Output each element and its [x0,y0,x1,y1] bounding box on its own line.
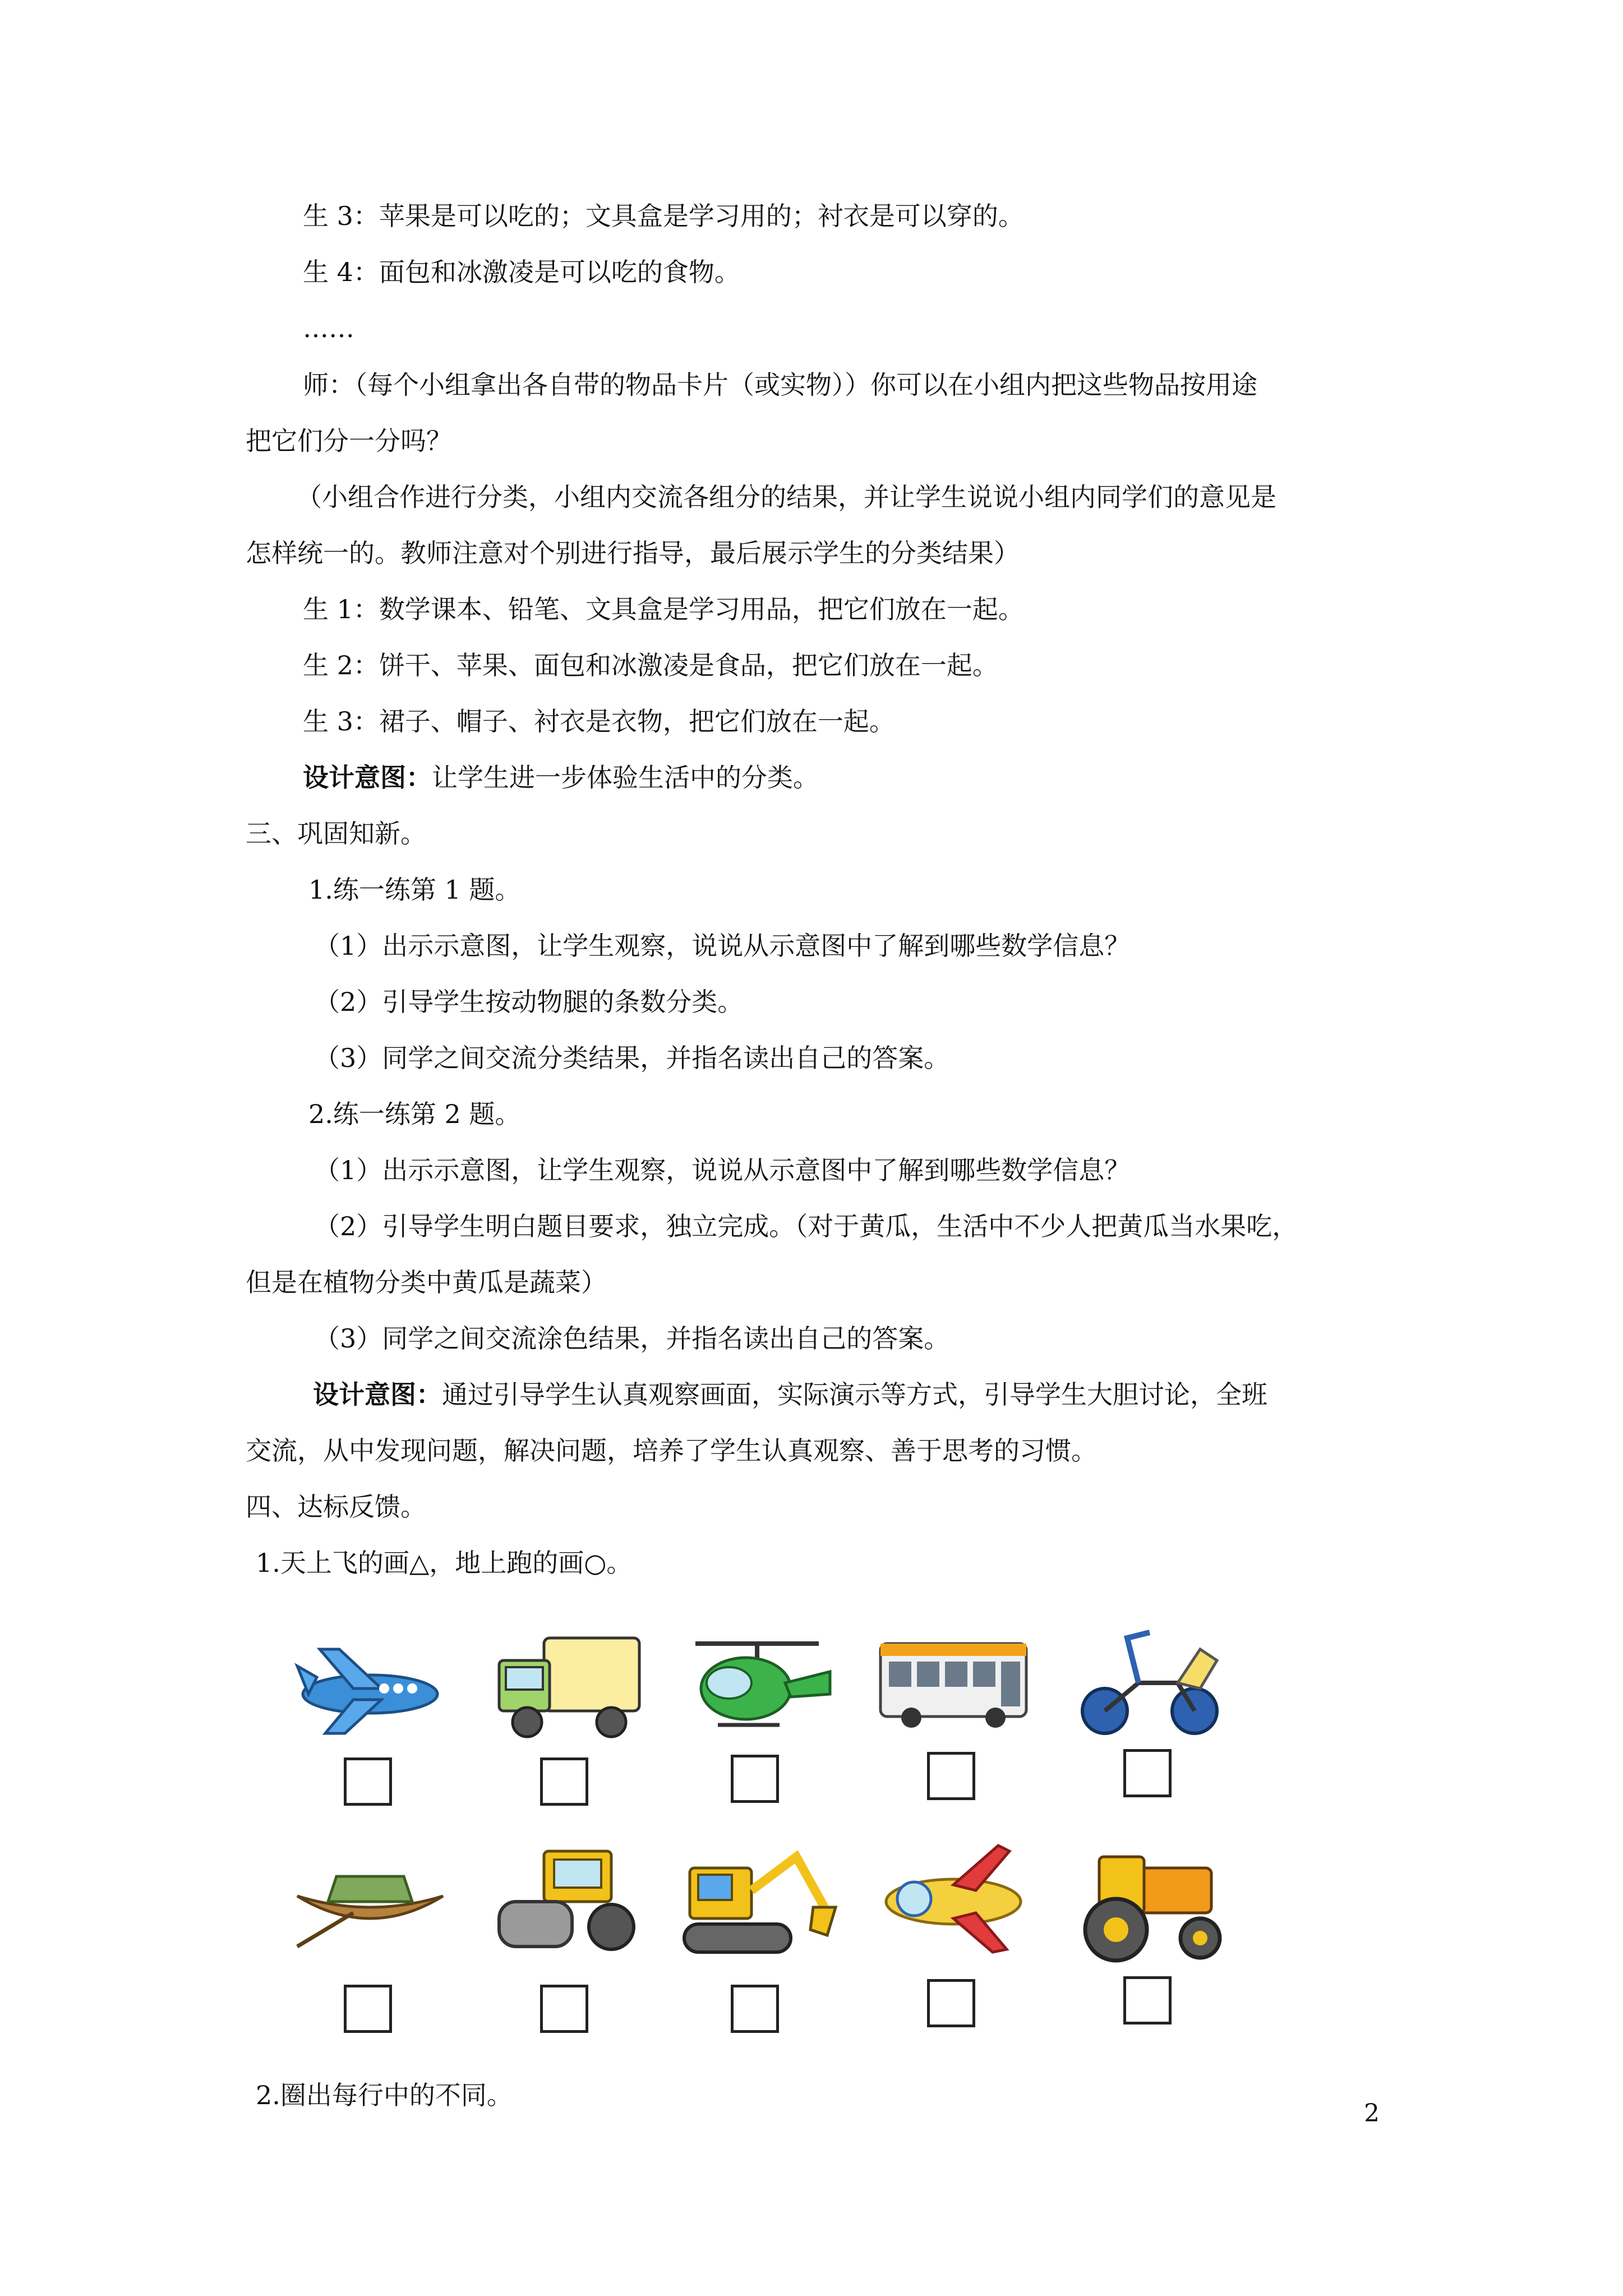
design-intent-line [313,1378,1267,1411]
design-intent-text: 让学生进一步体验生活中的分类。 [432,762,819,793]
exercise-instruction: 1.天上飞的画△，地上跑的画○。 [256,1548,633,1578]
tractor-cell [1066,1834,1234,2036]
boat-icon [286,1834,454,1969]
text-line: 生 3：苹果是可以吃的；文具盒是学习用的；衬衣是可以穿的。 [303,201,1024,231]
text-line: （2）引导学生按动物腿的条数分类。 [314,987,744,1017]
text-line: 怎样统一的。教师注意对个别进行指导，最后展示学生的分类结果） [246,538,1020,568]
answer-box[interactable] [344,1757,392,1806]
design-intent-label: 设计意图： [303,762,432,793]
text-line: 2.练一练第 2 题。 [308,1099,521,1129]
text-line: （2）引导学生明白题目要求，独立完成。（对于黄瓜，生活中不少人把黄瓜当水果吃， [314,1211,1298,1241]
design-intent-text: 通过引导学生认真观察画面，实际演示等方式，引导学生大胆讨论，全班 [442,1379,1267,1410]
airplane-cell [286,1616,454,1818]
text-line: 生 4：面包和冰激凌是可以吃的食物。 [303,257,740,287]
text-line: （1）出示示意图，让学生观察，说说从示意图中了解到哪些数学信息？ [314,1155,1131,1185]
answer-box[interactable] [731,1755,779,1803]
road-roller-cell [482,1834,651,2036]
motorcycle-cell [1066,1616,1234,1818]
section-heading: 三、巩固知新。 [246,818,426,849]
road-roller-icon [482,1834,651,1969]
bus-icon [869,1616,1038,1750]
motorcycle-icon [1066,1616,1234,1750]
text-line: 生 3：裙子、帽子、衬衣是衣物，把它们放在一起。 [303,706,895,737]
text-line: （3）同学之间交流分类结果，并指名读出自己的答案。 [314,1043,950,1073]
helicopter-icon [673,1616,841,1750]
excavator-icon [673,1834,841,1969]
answer-box[interactable] [731,1985,779,2033]
jet-icon [869,1834,1038,1969]
tractor-icon [1066,1834,1234,1969]
excavator-cell [673,1834,841,2036]
text-line: 生 2：饼干、苹果、面包和冰激凌是食品，把它们放在一起。 [303,650,998,680]
airplane-icon [286,1616,454,1750]
answer-box[interactable] [540,1985,588,2033]
text-line: 交流，从中发现问题，解决问题，培养了学生认真观察、善于思考的习惯。 [246,1435,1097,1466]
section-heading: 四、达标反馈。 [246,1492,426,1522]
page-number: 2 [1364,2099,1380,2128]
truck-cell [482,1616,651,1818]
truck-icon [482,1616,651,1750]
answer-box[interactable] [927,1752,975,1800]
text-line: 1.练一练第 1 题。 [308,875,521,905]
answer-box[interactable] [927,1979,975,2027]
answer-box[interactable] [540,1757,588,1806]
answer-box[interactable] [344,1985,392,2033]
exercise-instruction: 2.圈出每行中的不同。 [256,2080,513,2110]
helicopter-cell [673,1616,841,1818]
text-line: （3）同学之间交流涂色结果，并指名读出自己的答案。 [314,1323,950,1354]
text-line: 把它们分一分吗？ [246,426,452,456]
text-line: 但是在植物分类中黄瓜是蔬菜） [246,1267,607,1297]
vehicle-picture-grid [286,1616,1256,2042]
answer-box[interactable] [1123,1749,1172,1797]
text-line: 师：（每个小组拿出各自带的物品卡片（或实物））你可以在小组内把这些物品按用途 [303,370,1257,400]
jet-cell [869,1834,1038,2036]
text-line: （1）出示示意图，让学生观察，说说从示意图中了解到哪些数学信息？ [314,931,1131,961]
answer-box[interactable] [1123,1976,1172,2024]
design-intent-line [303,761,819,794]
text-line: 生 1：数学课本、铅笔、文具盒是学习用品，把它们放在一起。 [303,594,1024,624]
bus-cell [869,1616,1038,1818]
text-line: …… [303,313,354,343]
design-intent-label: 设计意图： [313,1379,442,1410]
boat-cell [286,1834,454,2036]
text-line: （小组合作进行分类，小组内交流各组分的结果，并让学生说说小组内同学们的意见是 [296,482,1276,512]
